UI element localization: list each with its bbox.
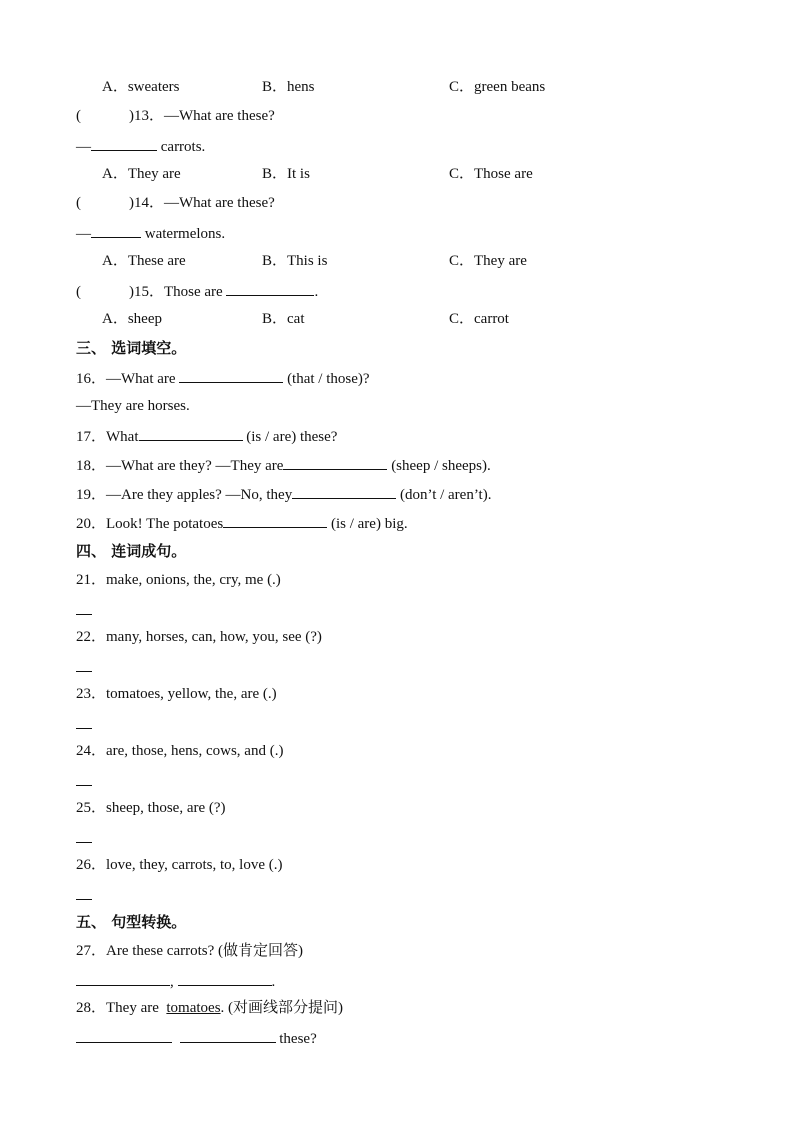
- q20-num: 20．: [76, 516, 107, 532]
- q27-blank-2[interactable]: [178, 971, 272, 986]
- q14-paren: (: [76, 195, 81, 211]
- q28-blank-2[interactable]: [180, 1028, 276, 1043]
- q17-pre: What: [106, 429, 139, 445]
- q17-line: [76, 426, 337, 446]
- q16-blank[interactable]: [179, 368, 283, 383]
- q13-option-a: A．They are: [102, 166, 181, 182]
- q25-text: 25．sheep, those, are (?): [76, 800, 226, 816]
- q13-text: )13．—What are these?: [129, 108, 275, 124]
- q13-answer-line: [76, 136, 205, 156]
- q28-pre: 28．They are: [76, 1000, 163, 1016]
- q15-paren: (: [76, 284, 81, 300]
- q14-stem: [76, 194, 275, 212]
- q13-stem: [76, 107, 275, 125]
- q12-option-a: A．sweaters: [102, 79, 180, 95]
- q15-option-a: A．sheep: [102, 311, 162, 327]
- q24-text: 24．are, those, hens, cows, and (.): [76, 743, 284, 759]
- q15-blank[interactable]: [226, 281, 314, 296]
- q27-comma: ,: [170, 974, 174, 990]
- q17-post: (is / are) these?: [242, 429, 338, 445]
- q25-answer-dash[interactable]: [76, 842, 92, 843]
- q22-text: 22．many, horses, can, how, you, see (?): [76, 629, 322, 645]
- q15-option-c: C．carrot: [449, 311, 509, 327]
- section-5-title: 五、 句型转换。: [76, 913, 187, 931]
- q28-underlined-word: tomatoes: [166, 1000, 221, 1016]
- q14-text: )14．—What are these?: [129, 195, 275, 211]
- q13-option-b: B．It is: [262, 166, 310, 182]
- q14-answer-line: [76, 223, 225, 243]
- q15-stem: [76, 281, 318, 301]
- q22-answer-dash[interactable]: [76, 671, 92, 672]
- q13-blank[interactable]: [91, 136, 157, 151]
- q13-option-c: C．Those are: [449, 166, 533, 182]
- section-3-title: 三、 选词填空。: [76, 339, 187, 357]
- q15-end: .: [314, 284, 319, 300]
- q28-tail: these?: [275, 1031, 317, 1047]
- q27-blank-1[interactable]: [76, 971, 170, 986]
- q14-option-c: C．They are: [449, 253, 527, 269]
- q19-pre: —Are they apples? —No, they: [106, 487, 293, 503]
- q16-post: (that / those)?: [283, 371, 370, 387]
- q16-num: 16．: [76, 371, 107, 387]
- q21-text: 21．make, onions, the, cry, me (.): [76, 572, 281, 588]
- q14-dash: —: [76, 226, 91, 242]
- q19-line: [76, 484, 491, 504]
- q12-option-c: C．green beans: [449, 79, 546, 95]
- q26-answer-dash[interactable]: [76, 899, 92, 900]
- q20-line: [76, 513, 408, 533]
- q19-post: (don’t / aren’t).: [396, 487, 492, 503]
- q13-paren: (: [76, 108, 81, 124]
- q20-blank[interactable]: [223, 513, 327, 528]
- q28-blank-1[interactable]: [76, 1028, 172, 1043]
- q27-end: .: [271, 974, 276, 990]
- q19-num: 19．: [76, 487, 107, 503]
- q14-blank[interactable]: [91, 223, 141, 238]
- q26-text: 26．love, they, carrots, to, love (.): [76, 857, 283, 873]
- q13-suffix: carrots.: [157, 139, 206, 155]
- q14-suffix: watermelons.: [141, 226, 226, 242]
- section-4-title: 四、 连词成句。: [76, 542, 187, 560]
- q16-reply: —They are horses.: [76, 398, 190, 414]
- q24-answer-dash[interactable]: [76, 785, 92, 786]
- q23-text: 23．tomatoes, yellow, the, are (.): [76, 686, 277, 702]
- q16-line: [76, 368, 370, 388]
- q28-post: . (对画线部分提问): [220, 1000, 344, 1016]
- q18-pre: —What are they? —They are: [106, 458, 284, 474]
- q28-line: [76, 999, 343, 1017]
- q17-blank[interactable]: [139, 426, 243, 441]
- q21-answer-dash[interactable]: [76, 614, 92, 615]
- q13-dash: —: [76, 139, 91, 155]
- q19-blank[interactable]: [292, 484, 396, 499]
- q20-pre: Look! The potatoes: [106, 516, 224, 532]
- q12-option-b: B．hens: [262, 79, 315, 95]
- q28-answer-line: [76, 1028, 317, 1048]
- q15-text: )15．Those are: [129, 284, 227, 300]
- q27-answer-line: [76, 971, 275, 991]
- q14-option-a: A．These are: [102, 253, 186, 269]
- q14-option-b: B．This is: [262, 253, 328, 269]
- q20-post: (is / are) big.: [327, 516, 408, 532]
- q27-text: 27．Are these carrots? (做肯定回答): [76, 943, 304, 959]
- q18-num: 18．: [76, 458, 107, 474]
- q18-blank[interactable]: [283, 455, 387, 470]
- q18-post: (sheep / sheeps).: [387, 458, 491, 474]
- q18-line: [76, 455, 491, 475]
- q16-pre: —What are: [106, 371, 180, 387]
- q23-answer-dash[interactable]: [76, 728, 92, 729]
- q15-option-b: B．cat: [262, 311, 305, 327]
- q17-num: 17．: [76, 429, 107, 445]
